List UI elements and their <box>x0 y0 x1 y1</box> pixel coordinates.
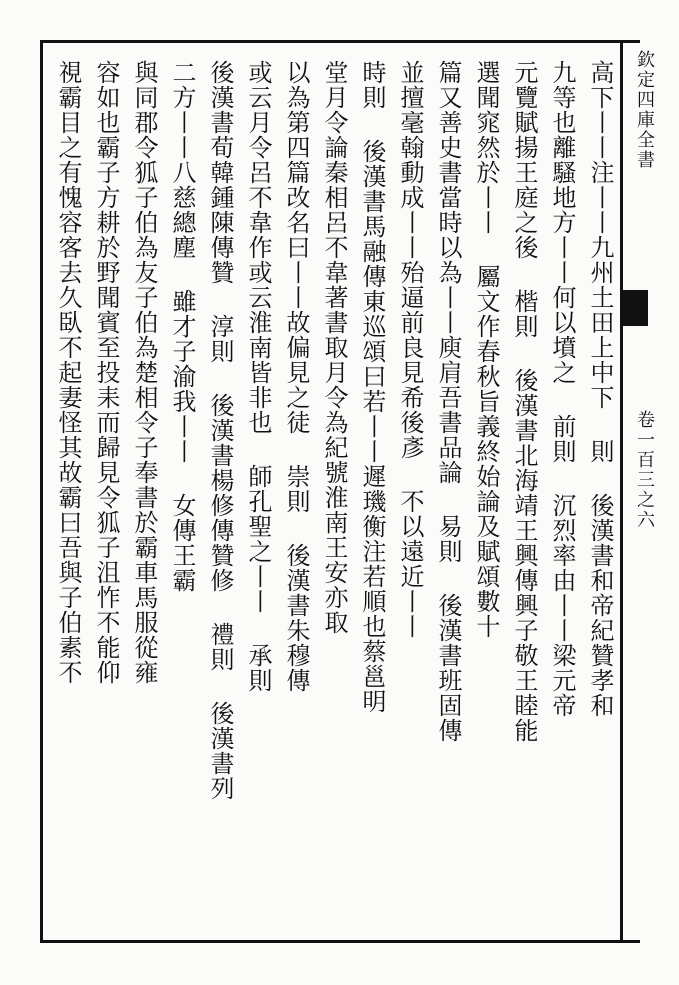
text-column-3: 元覽賦揚王庭之後 楷則 後漢書北海靖王興傳興子敬王睦能 <box>510 60 538 743</box>
text-column-13: 與同郡令狐子伯為友子伯為楚相令子奉書於霸車馬服從雍 <box>130 60 158 685</box>
text-column-5: 篇又善史書當時以為丨丨庾肩吾書品論 易則 後漢書班固傳 <box>434 60 462 743</box>
text-column-12: 二方丨丨八慈總塵 雖才子渝我丨丨 女傳王霸 <box>168 60 196 593</box>
book-title: 欽定四庫全書 <box>634 50 655 170</box>
bottom-border <box>40 940 640 943</box>
text-column-9: 以為第四篇改名曰丨丨故偏見之徒 崇則 後漢書朱穆傳 <box>282 60 310 693</box>
margin-black-bar <box>620 290 648 326</box>
text-column-6: 並擅毫翰動成丨丨殆逼前良見希後彥 不以遠近丨丨 <box>396 60 424 639</box>
text-column-10: 或云月令呂不韋作或云淮南皆非也 師孔聖之丨丨 承則 <box>244 60 272 693</box>
left-border <box>40 40 43 943</box>
volume-label: 卷一百三之六 <box>634 410 655 530</box>
text-column-2: 九等也離騷地方丨丨何以墳之 前則 沉烈率由丨丨梁元帝 <box>548 60 576 718</box>
text-column-7: 時則 後漢書馬融傳東巡頌曰若丨丨遲璣衡注若順也蔡邕明 <box>358 60 386 714</box>
text-column-14: 容如也霸子方耕於野聞賓至投耒而歸見令狐子沮怍不能仰 <box>92 60 120 685</box>
top-border <box>40 40 640 43</box>
text-column-11: 後漢書荀韓鍾陳傳贊 淳則 後漢書楊修傳贊修 禮則 後漢書列 <box>206 60 234 801</box>
text-column-4: 選聞窕然於丨丨 屬文作春秋旨義終始論及賦頌數十 <box>472 60 500 639</box>
text-column-15: 視霸目之有愧容客去久臥不起妻怪其故霸曰吾與子伯素不 <box>54 60 82 685</box>
margin-divider <box>620 40 623 943</box>
text-column-8: 堂月令論秦相呂不韋著書取月令為紀號淮南王安亦取 <box>320 60 348 635</box>
text-column-1: 高下丨丨注丨丨九州土田上中下 則 後漢書和帝紀贊孝和 <box>586 60 614 718</box>
